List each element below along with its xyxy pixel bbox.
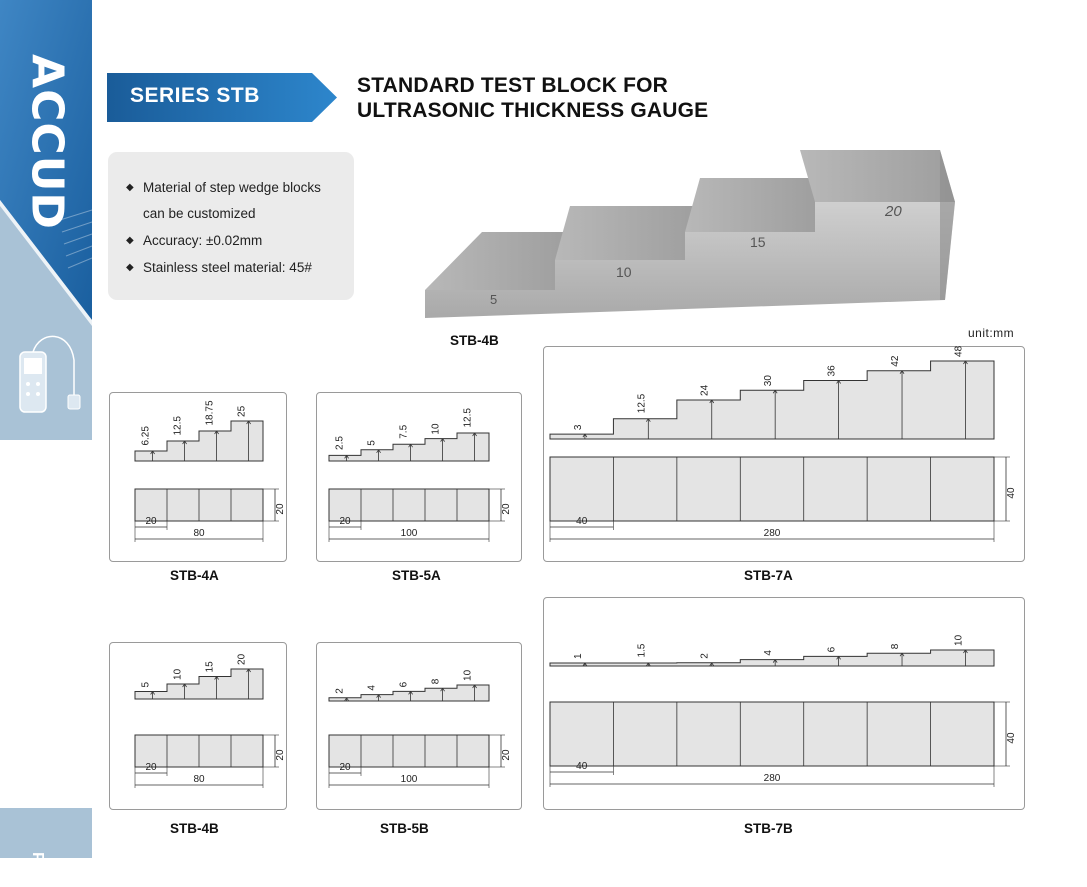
diagram-stb5a (316, 392, 522, 562)
step-height-label: 20 (236, 653, 248, 665)
step-height-label: 2 (699, 653, 711, 659)
thickness-dimension-label: 20 (275, 503, 286, 515)
caption-stb7a: STB-7A (744, 568, 793, 583)
step-height-label: 12.5 (172, 416, 184, 436)
diagram-stb4a (109, 392, 287, 562)
width-dimension-label: 20 (145, 762, 157, 773)
length-dimension-label: 280 (763, 528, 781, 539)
step-height-label: 10 (953, 634, 965, 646)
step-height-label: 5 (366, 440, 378, 446)
unit-label: unit:mm (968, 326, 1015, 340)
caption-stb4b: STB-4B (170, 821, 219, 836)
step-height-label: 2.5 (334, 436, 346, 450)
photo-step-label: 5 (490, 292, 498, 307)
brand-logo (12, 42, 82, 242)
step-height-label: 8 (430, 678, 442, 685)
step-height-label: 10 (430, 423, 442, 435)
bullet-icon: ◆ (126, 235, 134, 246)
width-dimension-label: 40 (576, 761, 588, 772)
page-title-line1: STANDARD TEST BLOCK FOR (357, 74, 669, 97)
diagram-stb4b-drawing (110, 643, 286, 809)
diagram-stb7b-drawing (544, 598, 1024, 809)
step-height-label: 12.5 (636, 393, 648, 414)
step-height-label: 12.5 (462, 408, 474, 428)
step-height-label: 8 (890, 643, 902, 650)
series-label: SERIES STB (130, 84, 260, 107)
diagram-stb4a-drawing (110, 393, 286, 561)
step-height-label: 6 (398, 681, 410, 688)
step-height-label: 1.5 (636, 643, 648, 658)
diagram-stb7b (543, 597, 1025, 810)
thickness-dimension-label: 20 (501, 749, 512, 761)
step-height-label: 15 (204, 661, 216, 673)
block-top-view (550, 457, 994, 521)
section-tab (0, 808, 92, 887)
photo-step-label: 10 (616, 264, 632, 280)
block-top-view (329, 489, 489, 521)
width-dimension-label: 40 (576, 516, 588, 527)
step-height-label: 36 (826, 365, 838, 377)
step-height-label: 24 (699, 384, 711, 396)
caption-stb4a: STB-4A (170, 568, 219, 583)
step-height-label: 18.75 (204, 400, 216, 426)
step-height-label: 48 (953, 345, 965, 357)
section-tab-text: POR (29, 852, 46, 887)
step-height-label: 1 (572, 653, 584, 659)
photo-caption: STB-4B (450, 333, 499, 348)
block-side-profile (550, 361, 994, 439)
thickness-dimension-label: 40 (1006, 487, 1017, 499)
length-dimension-label: 100 (400, 528, 418, 539)
step-height-label: 10 (462, 669, 474, 681)
block-side-profile (135, 421, 263, 461)
step-height-label: 42 (890, 355, 902, 367)
step-height-label: 3 (572, 424, 584, 431)
step-height-label: 4 (366, 685, 378, 691)
caption-stb5a: STB-5A (392, 568, 441, 583)
step-height-label: 2 (334, 688, 346, 694)
bullet-icon: ◆ (126, 262, 134, 273)
thickness-dimension-label: 40 (1006, 732, 1017, 744)
step-height-label: 7.5 (398, 424, 410, 439)
brand-stripe (0, 0, 92, 440)
caption-stb5b: STB-5B (380, 821, 429, 836)
diagram-stb5b (316, 642, 522, 810)
diagram-stb7a-drawing (544, 347, 1024, 561)
step-height-label: 4 (763, 650, 775, 656)
step-block-photo (420, 150, 960, 320)
width-dimension-label: 20 (339, 762, 351, 773)
thickness-dimension-label: 20 (501, 503, 512, 515)
step-height-label: 6 (826, 646, 838, 653)
step-height-label: 10 (172, 668, 184, 680)
brand-logo-text: ACCUD (21, 54, 73, 230)
step-height-label: 6.25 (140, 426, 152, 446)
photo-step-label: 20 (885, 203, 902, 220)
features-box: ◆ Material of step wedge blocks can be customized ◆ Accuracy: ±0.02mm ◆ Stainless steel material: 45# (108, 152, 354, 300)
block-top-view (550, 702, 994, 766)
diagram-stb5a-drawing (317, 393, 521, 561)
diagram-stb4b (109, 642, 287, 810)
block-top-view (329, 735, 489, 767)
page-title-line2: ULTRASONIC THICKNESS GAUGE (357, 99, 709, 122)
step-height-label: 30 (763, 375, 775, 387)
step-height-label: 5 (140, 681, 152, 688)
step-height-label: 25 (236, 405, 248, 417)
caption-stb7b: STB-7B (744, 821, 793, 836)
diagram-stb7a (543, 346, 1025, 562)
thickness-dimension-label: 20 (275, 749, 286, 761)
width-dimension-label: 20 (145, 516, 157, 527)
diagram-stb5b-drawing (317, 643, 521, 809)
photo-step-label: 15 (750, 234, 766, 250)
length-dimension-label: 80 (193, 528, 205, 539)
length-dimension-label: 100 (400, 774, 418, 785)
length-dimension-label: 80 (193, 774, 205, 785)
width-dimension-label: 20 (339, 516, 351, 527)
length-dimension-label: 280 (763, 773, 781, 784)
bullet-icon: ◆ (126, 182, 134, 193)
